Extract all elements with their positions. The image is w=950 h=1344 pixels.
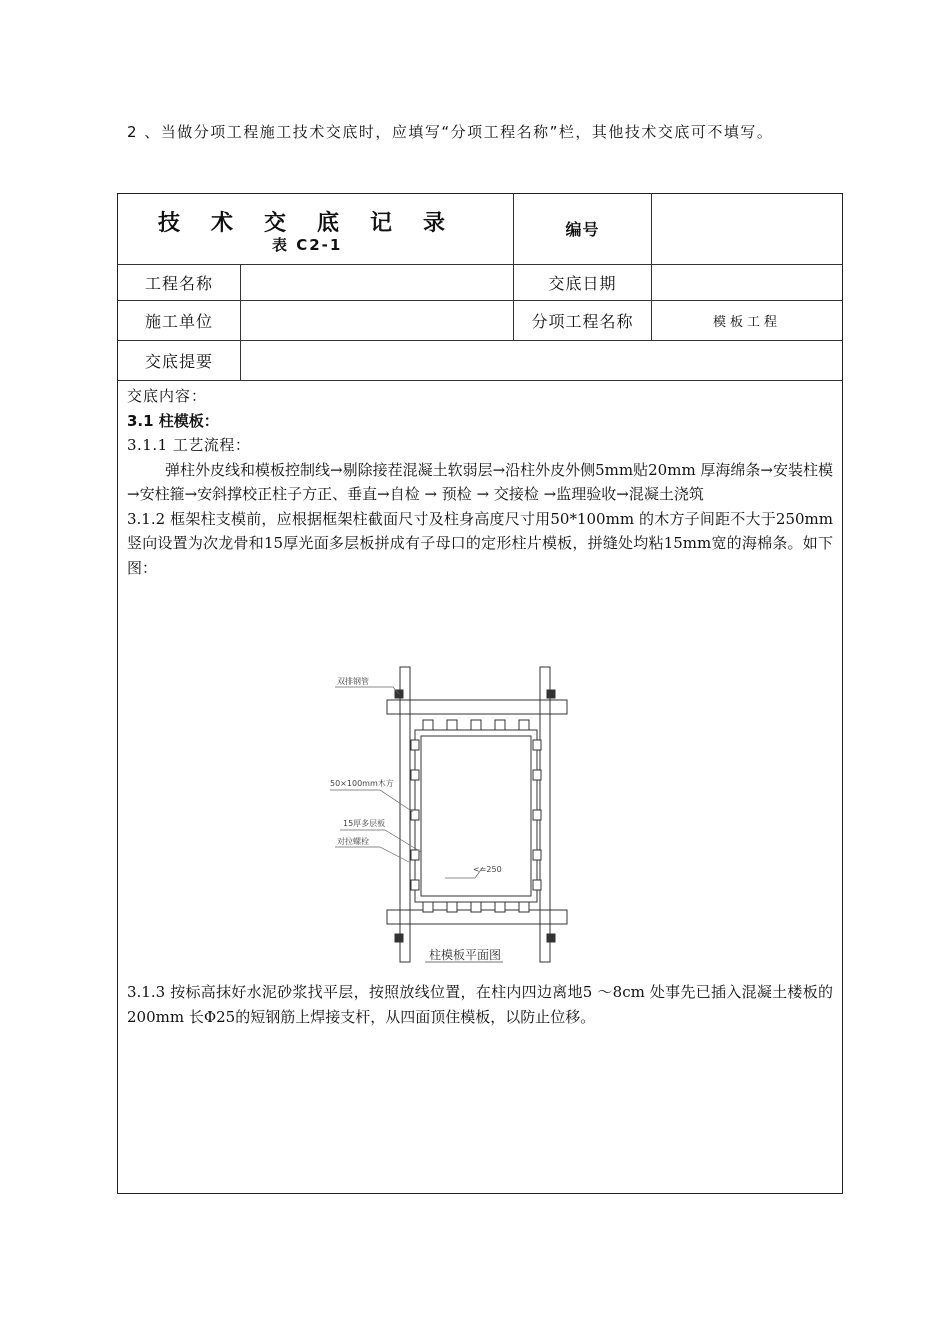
spacing-dimension: <=250 [473, 865, 502, 874]
page-title: 技术交底记录 [158, 211, 477, 236]
left-steel-pipe [400, 667, 410, 962]
number-field[interactable] [652, 193, 842, 264]
date-field[interactable] [652, 264, 842, 300]
form-number: 表 C2-1 [272, 236, 343, 254]
unit-label: 施工单位 [144, 311, 213, 331]
paragraph-313: 3.1.3 按标高抹好水泥砂浆找平层，按照放线位置，在柱内四边离地5 ～8cm 处事先已插入混凝土楼板的200mm 长Φ25的短钢筋上焊接支杆，从四面顶住模板，以防止位移。 [127, 983, 833, 1026]
summary-label: 交底提要 [144, 351, 213, 371]
process-flow-text: 弹柱外皮线和模板控制线→剔除接茬混凝土软弱层→沿柱外皮外侧5mm贴20mm 厚海绵条→安装柱模→安柱箍→安斜撑校正柱子方正、垂直→自检 → 预检 → 交接检 →监理验收→混凝土浇筑 [127, 460, 834, 503]
table-rule [117, 380, 843, 381]
footnote-text: 2 、当做分项工程施工技术交底时，应填写“分项工程名称”栏，其他技术交底可不填写。 [127, 123, 774, 141]
summary-field[interactable] [241, 340, 842, 380]
diagram-caption: 柱模板平面图 [429, 948, 502, 962]
project-name-label: 工程名称 [144, 273, 213, 293]
sub-project-field[interactable]: 模板工程 [712, 314, 781, 330]
label-plywood: 15厚多层板 [343, 819, 386, 828]
label-steel-pipe: 双排钢管 [337, 677, 369, 686]
timber-studs [411, 720, 541, 912]
label-timber: 50×100mm木方 [330, 779, 394, 788]
bolt-clip [547, 690, 555, 698]
subsection-title: 3.1.1 工艺流程： [127, 436, 251, 454]
unit-field[interactable] [241, 300, 513, 340]
column-formwork-plan-diagram [325, 662, 585, 982]
paragraph-312: 3.1.2 框架柱支模前，应根据框架柱截面尺寸及柱身高度尺寸用50*100mm 的木方子间距不大于250mm 竖向设置为次龙骨和15厚光面多层板拼成有子母口的定形柱片模板，拼缝处均粘15mm宽的海棉条。如下图： [127, 509, 833, 577]
date-label: 交底日期 [548, 273, 617, 293]
bolt-clip [547, 934, 555, 942]
section-heading: 3.1 柱模板： [127, 411, 219, 430]
bolt-clip [395, 934, 403, 942]
label-bolt: 对拉螺栓 [337, 837, 369, 846]
project-name-field[interactable] [241, 264, 513, 300]
number-label: 编号 [565, 220, 600, 239]
content-label: 交底内容： [127, 387, 208, 405]
sub-project-label: 分项工程名称 [531, 311, 634, 331]
